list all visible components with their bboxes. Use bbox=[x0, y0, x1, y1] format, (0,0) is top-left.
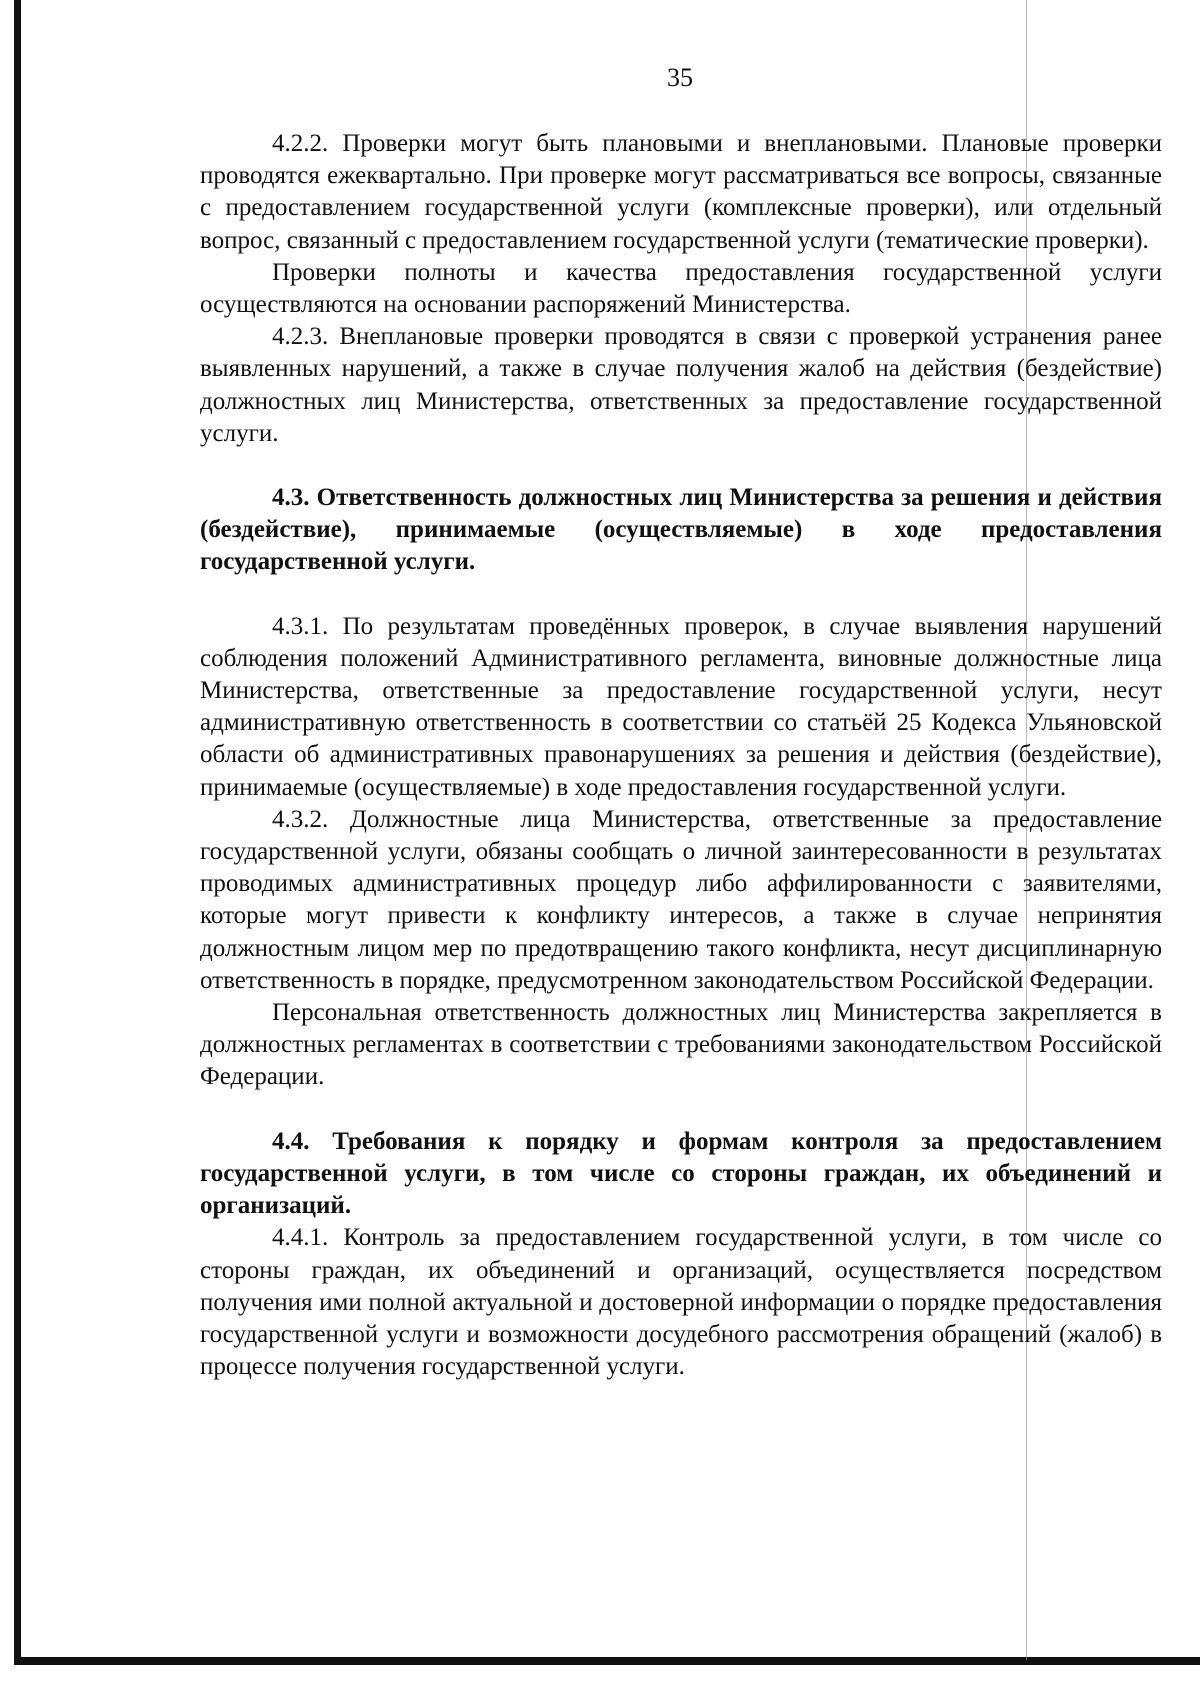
page-number: 35 bbox=[667, 63, 693, 92]
paragraph-4-3-1: 4.3.1. По результатам проведённых проверок, в случае выявления нарушений соблюдения положений Административного регламента, виновные должностные лица Министерства, ответственные за предоставление государственной услуги, несут административную ответственность в соответствии со статьёй 25 Кодекса Ульяновской области об административных правонарушениях за решения и действия (бездействие), принимаемые (осуществляемые) в ходе предоставления государственной услуги. bbox=[200, 612, 1162, 801]
section-heading-4-4: 4.4. Требования к порядку и формам контроля за предоставлением государственной услуги, в том числе со стороны граждан, их объединений и организаций. bbox=[200, 1127, 1162, 1220]
paragraph-4-4-1: 4.4.1. Контроль за предоставлением государственной услуги, в том числе со стороны граждан, их объединений и организаций, осуществляется посредством получения ими полной актуальной и достоверной информации о порядке предоставления государственной услуги и возможности досудебного рассмотрения обращений (жалоб) в процессе получения государственной услуги. bbox=[200, 1224, 1162, 1381]
paragraph-4-2-3: 4.2.3. Внеплановые проверки проводятся в связи с проверкой устранения ранее выявленных нарушений, а также в случае получения жалоб на действия (бездействие) должностных лиц Министерства, ответственных за предоставление государственной услуги. bbox=[200, 323, 1162, 447]
scan-bottom-border bbox=[14, 1657, 1200, 1665]
scan-left-border bbox=[14, 0, 21, 1664]
paragraph-4-3-2: 4.3.2. Должностные лица Министерства, ответственные за предоставление государственной услуги, обязаны сообщать о личной заинтересованности в результатах проводимых административных процедур либо аффилированности с заявителями, которые могут привести к конфликту интересов, а также в случае непринятия должностным лицом мер по предотвращению такого конфликта, несут дисциплинарную ответственность в порядке, предусмотренном законодательством Российской Федерации. bbox=[200, 805, 1162, 994]
paragraph-personal-responsibility: Персональная ответственность должностных лиц Министерства закрепляется в должностных регламентах в соответствии с требованиями законодательством Российской Федерации. bbox=[200, 999, 1162, 1091]
document-body bbox=[200, 128, 1162, 1383]
section-heading-4-3: 4.3. Ответственность должностных лиц Министерства за решения и действия (бездействие), принимаемые (осуществляемые) в ходе предоставления государственной услуги. bbox=[200, 484, 1162, 576]
paragraph-4-2-2: 4.2.2. Проверки могут быть плановыми и внеплановыми. Плановые проверки проводятся ежеквартально. При проверке могут рассматриваться все вопросы, связанные с предоставлением государственной услуги (комплексные проверки), или отдельный вопрос, связанный с предоставлением государственной услуги (тематические проверки). bbox=[200, 130, 1162, 254]
paragraph-inspections-basis: Проверки полноты и качества предоставления государственной услуги осуществляются на основании распоряжений Министерства. bbox=[200, 258, 1162, 319]
